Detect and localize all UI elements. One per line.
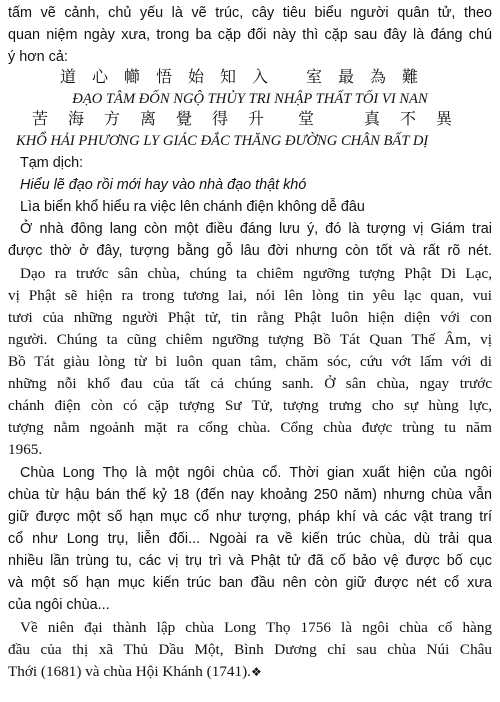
paragraph-3-line-6: và một số hạn mục kiến trúc ban đầu nên còn giữ được nét cổ xưa — [8, 575, 492, 591]
han-char: 異 — [435, 109, 452, 128]
han-char: 道 — [59, 67, 76, 86]
paragraph-2-line-1: Dạo ra trước sân chùa, chúng ta chiêm ngưỡng tượng Phật Di Lạc, — [20, 265, 492, 282]
end-mark-icon: ❖ — [250, 665, 262, 679]
han-char: 室 — [305, 67, 322, 86]
han-char: 為 — [369, 67, 386, 86]
han-gap — [324, 108, 354, 130]
paragraph-3-line-2: chùa từ hậu bán thế kỷ 18 (đến nay khoảng 250 năm) nhưng chùa vẫn — [8, 487, 492, 503]
paragraph-3-line-4: cổ như Long trụ, liễn đối... Ngoài ra về kiến trúc chùa, dù trải qua — [8, 531, 492, 547]
paragraph-3-line-3: giữ được một số hạn mục cổ như tượng, pháp khí và các vật trang trí — [8, 509, 492, 525]
paragraph-4-line-3 — [8, 661, 492, 683]
han-char: 苦 — [31, 109, 48, 128]
paragraph-2-line-2: vị Phật sẽ hiện ra trong tương lai, nói lên lòng tin yêu lạc quan, vui — [8, 287, 492, 304]
han-gap — [274, 108, 288, 130]
couplet-reading-line-2: KHỔ HẢI PHƯƠNG LY GIÁC ĐẮC THĂNG ĐƯỜNG CHÂN BẤT DỊ — [16, 133, 429, 149]
han-char: 始 — [187, 67, 204, 86]
couplet-han-line-2 — [22, 108, 492, 130]
translation-line-2: Lìa biển khổ hiểu ra việc lên chánh điện không dễ đâu — [20, 199, 365, 215]
couplet-han-line-1 — [52, 66, 452, 88]
han-char: 不 — [399, 109, 416, 128]
paragraph-4-line-3-text: Thới (1681) và chùa Hội Khánh (1741). — [8, 663, 251, 680]
han-char: 覺 — [175, 109, 192, 128]
paragraph-3-line-1: Chùa Long Thọ là một ngôi chùa cổ. Thời gian xuất hiện của ngôi — [20, 465, 492, 481]
paragraph-4-line-1: Về niên đại thành lập chùa Long Thọ 1756 là ngôi chùa cổ hàng — [20, 619, 492, 636]
paragraph-3-line-7: của ngôi chùa... — [8, 597, 110, 613]
intro-line-3: ý hơn cả: — [8, 49, 68, 65]
han-char: 入 — [251, 67, 268, 86]
han-char: 离 — [139, 109, 156, 128]
han-char: 知 — [219, 67, 236, 86]
paragraph-2-line-4: người. Chúng ta cũng chiêm ngưỡng tượng Bồ Tát Quan Thế Âm, vị — [8, 331, 492, 348]
paragraph-4-line-2: đầu của thị xã Thủ Dầu Một, Bình Dương chỉ sau chùa Núi Châu — [8, 641, 492, 658]
translation-line-1: Hiểu lẽ đạo rồi mới hay vào nhà đạo thật khó — [20, 177, 307, 193]
han-char: 方 — [103, 109, 120, 128]
paragraph-1-line-2: được thờ ở đây, tượng bằng gỗ lâu đời nhưng còn tốt và rất rõ nét. — [8, 243, 492, 259]
paragraph-2-line-7: chánh điện còn có cặp tượng Sư Tử, tượng trưng cho sự hùng lực, — [8, 397, 492, 414]
paragraph-2-line-5: Bồ Tát giàu lòng từ bi luôn quan tâm, chăm sóc, cứu vớt lấm với di — [8, 353, 492, 370]
han-char: 最 — [337, 67, 354, 86]
han-char: 幯 — [123, 67, 140, 86]
han-gap — [276, 66, 298, 88]
paragraph-2-line-9: 1965. — [8, 441, 43, 458]
han-char: 難 — [401, 67, 418, 86]
han-char: 悟 — [155, 67, 172, 86]
han-char: 堂 — [297, 109, 314, 128]
intro-line-1: tấm vẽ cảnh, chủ yếu là vẽ trúc, cây tiêu biểu người quân tử, theo — [8, 5, 492, 21]
paragraph-2-line-8: tượng nằm ngoảnh mặt ra cổng chùa. Cổng chùa được trùng tu năm — [8, 419, 492, 436]
han-char: 得 — [211, 109, 228, 128]
han-char: 海 — [67, 109, 84, 128]
paragraph-3-line-5: nhiều lần trùng tu, các vị trụ trì và Phật tử đã cố bảo vệ được bố cục — [8, 553, 492, 569]
paragraph-1-line-1: Ở nhà đông lang còn một điều đáng lưu ý, đó là tượng vị Giám trai — [20, 221, 492, 237]
couplet-reading-line-1: ĐẠO TÂM ĐỐN NGỘ THỦY TRI NHẬP THẤT TỐI VI NAN — [72, 91, 428, 107]
han-char: 真 — [363, 109, 380, 128]
han-char: 升 — [247, 109, 264, 128]
translation-heading: Tạm dịch: — [20, 155, 84, 171]
paragraph-2-line-6: những nỗi khổ đau của tất cả chúng sanh. Ở sân chùa, ngay trước — [8, 375, 492, 392]
paragraph-2-line-3: tươi của những người Phật tử, tin rằng Phật luôn hiện diện với con — [8, 309, 492, 326]
intro-line-2: quan niệm ngày xưa, trong ba cặp đối này thì cặp sau đây là đáng chú — [8, 27, 492, 43]
han-char: 心 — [91, 67, 108, 86]
